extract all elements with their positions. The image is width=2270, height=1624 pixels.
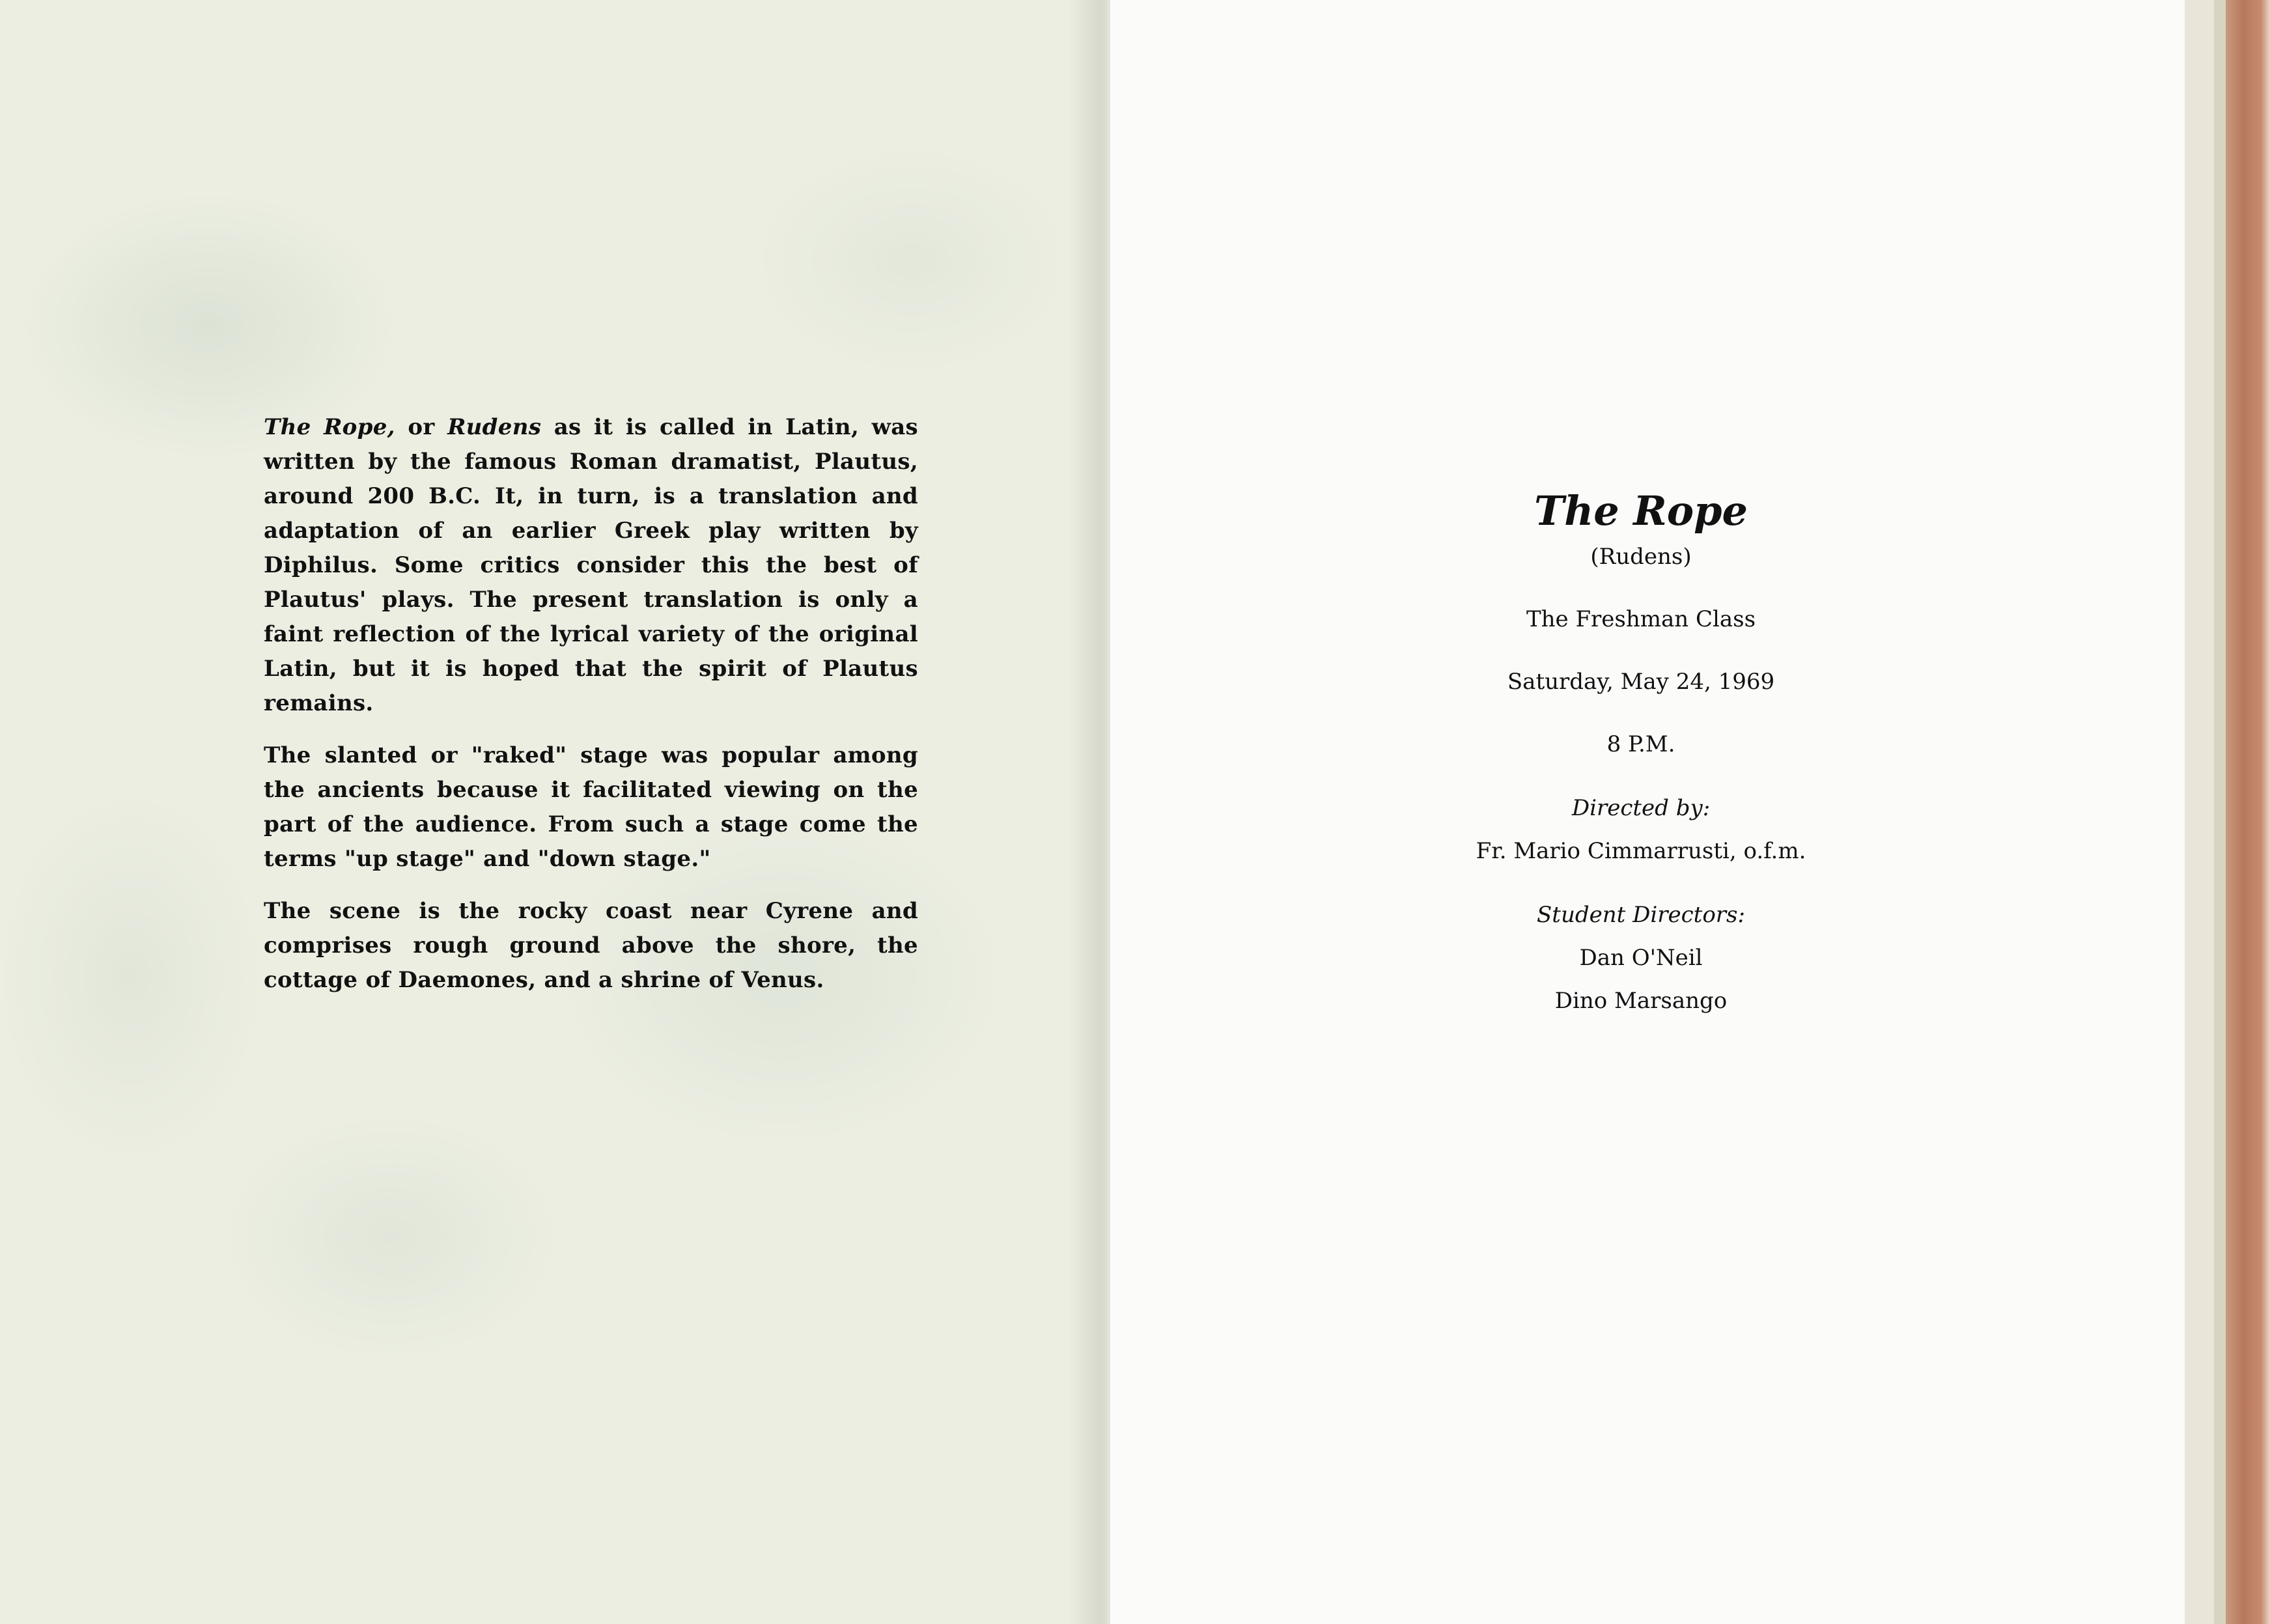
performance-date: Saturday, May 24, 1969 xyxy=(1507,669,1775,695)
student-director-1: Dan O'Neil xyxy=(1579,945,1703,971)
play-title: The Rope xyxy=(1534,487,1748,535)
intro-paragraph-3: The scene is the rocky coast near Cyrene and comprises rough ground above the shore, the cottage of Daemones, and a shrine of Venus. xyxy=(264,898,918,993)
intro-paragraph-1-body: as it is called in Latin, was written by the famous Roman dramatist, Plautus, around 200 B.C. It, in turn, is a translation and adaptation of an earlier Greek play written by Diphilus. Some critics consider this the best of Plautus' plays. The present translation is only a faint reflection of the lyrical variety of the original Latin, but it is hoped that the spirit of Plautus remains. xyxy=(264,414,918,716)
directed-by-label: Directed by: xyxy=(1571,795,1711,821)
page-edge-shadow xyxy=(2214,0,2226,1624)
presenter: The Freshman Class xyxy=(1526,606,1756,632)
director-name: Fr. Mario Cimmarrusti, o.f.m. xyxy=(1476,838,1806,864)
intro-paragraph-2: The slanted or "raked" stage was popular among the ancients because it facilitated viewing on the part of the audience. From such a stage come the terms "up stage" and "down stage." xyxy=(264,742,918,872)
student-directors-label: Student Directors: xyxy=(1537,902,1745,928)
student-director-2: Dino Marsango xyxy=(1554,988,1728,1014)
cover-edge xyxy=(2226,0,2270,1624)
introduction-text xyxy=(264,410,918,1015)
intro-paragraph-1 xyxy=(264,410,918,721)
italic-latin-title: Rudens xyxy=(447,414,542,440)
performance-time: 8 P.M. xyxy=(1606,731,1675,757)
intro-conjunction: or xyxy=(395,414,448,440)
program-title-block xyxy=(1380,482,1901,1016)
page-edge xyxy=(2185,0,2214,1624)
play-subtitle: (Rudens) xyxy=(1590,544,1692,570)
italic-title: The Rope, xyxy=(264,414,395,440)
